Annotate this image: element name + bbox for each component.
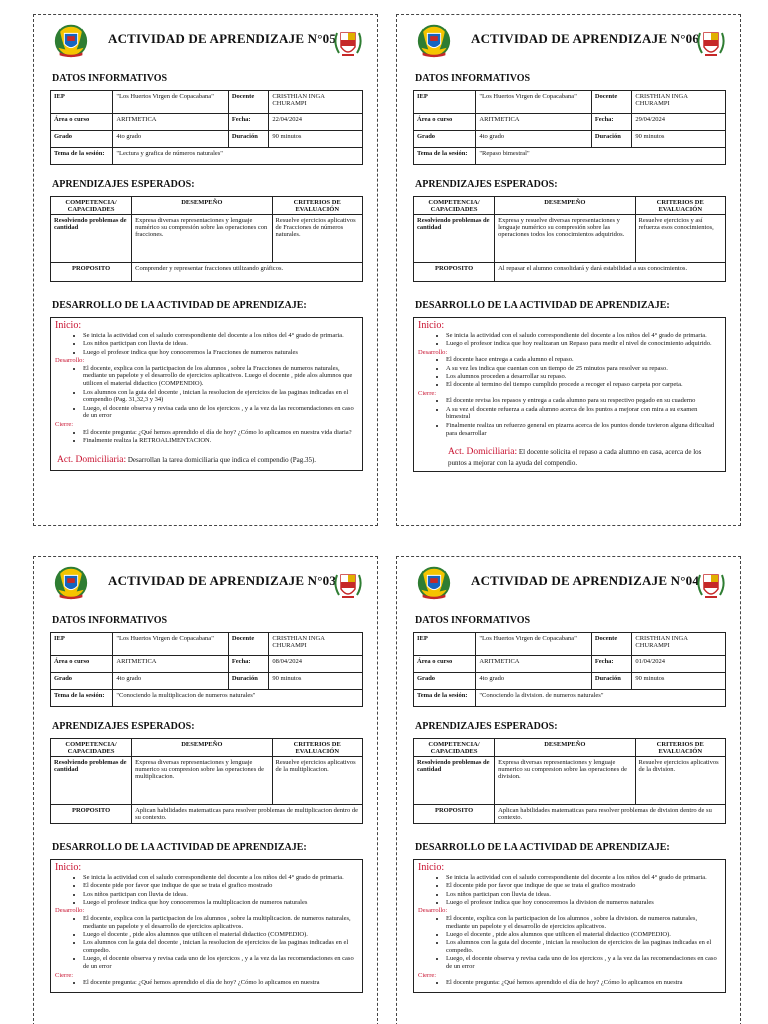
docente-value: CRISTHIAN INGA CHURAMPI <box>269 91 363 114</box>
desarrollo-item: • Luego, el docente observa y revisa cada uno de los ejercicos , y a la vez da las recomendaciones en caso de un error <box>83 405 358 421</box>
desarrollo-item: • Los alumnos proceden a desarrollar su repaso. <box>446 373 721 381</box>
inicio-label: Inicio: <box>418 862 445 873</box>
inicio-item: • Luego el profesor indica que hoy conoceremos la division de numeros naturales <box>446 899 721 907</box>
iep-value: "Los Huertos Virgen de Copacabana" <box>476 633 591 656</box>
fecha-label: Fecha: <box>591 656 632 673</box>
area-label: Área o curso <box>414 656 476 673</box>
datos-heading: DATOS INFORMATIVOS <box>52 615 168 626</box>
card-header <box>50 21 363 65</box>
area-value: ARITMETICA <box>476 656 591 673</box>
info-row-iep <box>414 91 726 114</box>
proposito-value: Aplican habilidades matematicas para resolver problemas de multiplicacion dentro de su contexto. <box>132 805 363 824</box>
competencia-value: Resolviendo problemas de cantidad <box>51 215 132 263</box>
duracion-value: 90 minutos <box>632 673 726 690</box>
domiciliaria-label: Act. Domiciliaria: <box>448 447 518 458</box>
cierre-item: • El docente pregunta: ¿Qué hemos aprendido el día de hoy? ¿Cómo lo aplicamos en nuestra vida diaria? <box>83 429 358 437</box>
inicio-item: • Se inicia la actividad con el saludo correspondiente del docente a los niños del 4° grado de primaria. <box>446 874 721 882</box>
fecha-label: Fecha: <box>228 656 269 673</box>
tema-label: Tema de la sesión: <box>51 148 113 165</box>
info-table <box>50 90 363 165</box>
aprendizajes-heading: APRENDIZAJES ESPERADOS: <box>415 179 558 190</box>
desempeno-value: Expresa y resuelve diversas representaciones y lenguaje numérico su compresión sobre las operaciones todos los conocimientos adquiridos. <box>495 215 635 263</box>
info-row-tema <box>414 148 726 165</box>
aprendizajes-header-row <box>51 197 363 215</box>
cierre-item: • A su vez el docente refuerza a cada alumno acerca de los puntos a mejorar con mira a su examen bimestral <box>446 406 721 422</box>
desarrollo-item: • El docente hace entrega a cada alumno el repaso. <box>446 356 721 364</box>
desarrollo-phase-label: Desarrollo: <box>418 348 448 356</box>
card-header <box>413 563 726 607</box>
peru-seal-icon <box>696 569 726 601</box>
desarrollo-phase-label: Desarrollo: <box>418 907 448 915</box>
card-header <box>413 21 726 65</box>
aprendizajes-row <box>414 215 726 263</box>
school-crest-icon <box>415 21 453 59</box>
proposito-value: Al repasar el alumno consolidará y dará estabilidad a sus conocimientos. <box>495 263 726 282</box>
docente-label: Docente <box>591 633 632 656</box>
proposito-label: PROPOSITO <box>414 263 495 282</box>
info-row-grado <box>51 131 363 148</box>
desarrollo-item: • Luego, el docente observa y revisa cada uno de los ejercicos , y a la vez da las recomendaciones en caso de un error <box>446 955 721 971</box>
desempeno-value: Expresa diversas representaciones y lenguaje numerico su compresion sobre las operaciones de multiplicacion. <box>132 757 272 805</box>
aprendizajes-row <box>51 757 363 805</box>
iep-value: "Los Huertos Virgen de Copacabana" <box>476 91 591 114</box>
card-title: ACTIVIDAD DE APRENDIZAJE N°03 <box>108 573 337 588</box>
inicio-item: • Los niños participan con lluvia de ideas. <box>446 891 721 899</box>
duracion-value: 90 minutos <box>269 131 363 148</box>
desarrollo-list <box>83 365 358 421</box>
cierre-list <box>83 429 358 445</box>
desempeno-header: DESEMPEÑO <box>132 739 272 757</box>
peru-seal-icon <box>696 27 726 59</box>
inicio-label: Inicio: <box>55 320 82 331</box>
info-row-area <box>414 114 726 131</box>
proposito-label: PROPOSITO <box>51 263 132 282</box>
fecha-value: 08/04/2024 <box>269 656 363 673</box>
domiciliaria-label: Act. Domiciliaria: <box>57 454 127 465</box>
info-row-tema <box>51 690 363 707</box>
proposito-row <box>51 263 363 282</box>
criterios-header: CRITERIOS DE EVALUACIÓN <box>272 739 363 757</box>
criterios-value: Resuelve ejercicios aplicativos de la division. <box>635 757 726 805</box>
activity-card-05 <box>33 14 378 526</box>
grado-label: Grado <box>51 673 113 690</box>
desarrollo-item: • El docente, explica con la participacion de los alumnos , sobre la division. de numeros naturales, mediante un papelote y el desarrollo de ejercicios aplicativos. <box>446 915 721 931</box>
iep-label: IEP <box>414 91 476 114</box>
area-value: ARITMETICA <box>476 114 591 131</box>
school-crest-icon <box>52 563 90 601</box>
grado-value: 4to grado <box>476 673 591 690</box>
cierre-item: • Finalmente realiza la RETROALIMENTACION. <box>83 437 358 445</box>
info-row-grado <box>414 131 726 148</box>
card-inner <box>34 15 377 477</box>
aprendizajes-table <box>50 196 363 282</box>
cierre-list <box>446 979 721 987</box>
cierre-item: • El docente pregunta: ¿Qué hemos aprendido el día de hoy? ¿Cómo lo aplicamos en nuestra <box>83 979 358 987</box>
fecha-label: Fecha: <box>591 114 632 131</box>
desarrollo-heading: DESARROLLO DE LA ACTIVIDAD DE APRENDIZAJE: <box>415 300 670 311</box>
duracion-value: 90 minutos <box>269 673 363 690</box>
proposito-value: Aplican habilidades matematicas para resolver problemas de division dentro de su contexto. <box>495 805 726 824</box>
tema-label: Tema de la sesión: <box>51 690 113 707</box>
cierre-list <box>83 979 358 987</box>
cierre-label: Cierre: <box>55 420 74 428</box>
grado-value: 4to grado <box>113 131 228 148</box>
datos-heading: DATOS INFORMATIVOS <box>415 615 531 626</box>
school-crest-icon <box>52 21 90 59</box>
area-label: Área o curso <box>51 114 113 131</box>
competencia-header: COMPETENCIA/ CAPACIDADES <box>51 739 132 757</box>
inicio-list <box>446 332 721 348</box>
domiciliaria <box>448 447 721 467</box>
competencia-header: COMPETENCIA/ CAPACIDADES <box>414 197 495 215</box>
activity-card-04 <box>396 556 741 1024</box>
desarrollo-item: • Luego el docente , pide alos alumnos que utilicen el material didactico (COMPEDIO). <box>83 931 358 939</box>
info-table <box>50 632 363 707</box>
card-inner <box>397 557 740 999</box>
duracion-label: Duración <box>228 131 269 148</box>
competencia-header: COMPETENCIA/ CAPACIDADES <box>414 739 495 757</box>
inicio-item: • Los niños participan con lluvia de ideas. <box>83 891 358 899</box>
cierre-list <box>446 397 721 437</box>
aprendizajes-table <box>50 738 363 824</box>
info-row-grado <box>51 673 363 690</box>
tema-value: "Conociendo la multiplicacion de numeros naturales" <box>113 690 363 707</box>
competencia-value: Resolviendo problemas de cantidad <box>414 757 495 805</box>
cierre-label: Cierre: <box>418 389 437 397</box>
iep-value: "Los Huertos Virgen de Copacabana" <box>113 633 228 656</box>
info-table <box>413 90 726 165</box>
info-row-iep <box>51 633 363 656</box>
desarrollo-item: • Luego el docente , pide alos alumnos que utilicen el material didactico (COMPEDIO). <box>446 931 721 939</box>
desempeno-value: Expresa diversas representaciones y lenguaje numerico su compresion sobre las operaciones de division. <box>495 757 635 805</box>
cierre-item: • Finalmente realiza un refuerzo general en pizarra acerca de los puntos donde tuvieron alguna dificultad para desarrollar <box>446 422 721 438</box>
tema-label: Tema de la sesión: <box>414 148 476 165</box>
competencia-value: Resolviendo problemas de cantidad <box>414 215 495 263</box>
desarrollo-item: • A su vez les indica que cuentan con un tiempo de 25 minutos para resolver su repaso. <box>446 365 721 373</box>
inicio-item: • Luego el profesor indica que hoy conoceremos la multiplicacion de numeros naturales <box>83 899 358 907</box>
desarrollo-phase-label: Desarrollo: <box>55 356 85 364</box>
card-title: ACTIVIDAD DE APRENDIZAJE N°05 <box>108 31 337 46</box>
desarrollo-list <box>83 915 358 971</box>
desarrollo-list <box>446 915 721 971</box>
criterios-value: Resuelve ejercicios aplicativos de la multiplicacion. <box>272 757 363 805</box>
desarrollo-phase-label: Desarrollo: <box>55 907 85 915</box>
proposito-row <box>51 805 363 824</box>
proposito-row <box>414 805 726 824</box>
area-value: ARITMETICA <box>113 114 228 131</box>
card-title: ACTIVIDAD DE APRENDIZAJE N°06 <box>471 31 700 46</box>
info-row-iep <box>51 91 363 114</box>
desarrollo-box <box>50 317 363 471</box>
desarrollo-item: • Los alumnos con la guia del docente , inician la resolucion de ejercicios de las paginas indicadas en el compendio (Pag. 31,32,3 y 34) <box>83 389 358 405</box>
criterios-header: CRITERIOS DE EVALUACIÓN <box>272 197 363 215</box>
docente-label: Docente <box>228 91 269 114</box>
info-row-tema <box>414 690 726 707</box>
grado-label: Grado <box>414 673 476 690</box>
criterios-header: CRITERIOS DE EVALUACIÓN <box>635 739 726 757</box>
aprendizajes-table <box>413 738 726 824</box>
tema-value: "Lectura y grafica de números naturales" <box>113 148 363 165</box>
info-table <box>413 632 726 707</box>
iep-label: IEP <box>51 91 113 114</box>
docente-value: CRISTHIAN INGA CHURAMPI <box>269 633 363 656</box>
desarrollo-heading: DESARROLLO DE LA ACTIVIDAD DE APRENDIZAJE: <box>415 842 670 853</box>
cierre-label: Cierre: <box>418 971 437 979</box>
desarrollo-item: • Luego, el docente observa y revisa cada uno de los ejercicos , y a la vez da las recomendaciones en caso de un error <box>83 955 358 971</box>
inicio-list <box>83 874 358 907</box>
desempeno-header: DESEMPEÑO <box>495 197 635 215</box>
aprendizajes-header-row <box>51 739 363 757</box>
grado-value: 4to grado <box>113 673 228 690</box>
duracion-label: Duración <box>591 131 632 148</box>
proposito-label: PROPOSITO <box>414 805 495 824</box>
desarrollo-item: • El docente al termino del tiempo cumplido procede a recoger el repaso carpeta por carpeta. <box>446 381 721 389</box>
docente-value: CRISTHIAN INGA CHURAMPI <box>632 633 726 656</box>
docente-label: Docente <box>228 633 269 656</box>
grado-label: Grado <box>414 131 476 148</box>
aprendizajes-row <box>414 757 726 805</box>
card-title: ACTIVIDAD DE APRENDIZAJE N°04 <box>471 573 700 588</box>
inicio-label: Inicio: <box>55 862 82 873</box>
inicio-label: Inicio: <box>418 320 445 331</box>
duracion-value: 90 minutos <box>632 131 726 148</box>
criterios-header: CRITERIOS DE EVALUACIÓN <box>635 197 726 215</box>
area-label: Área o curso <box>51 656 113 673</box>
desarrollo-item: • Los alumnos con la guia del docente , inician la resolucion de ejercicios de las paginas indicadas en el compedio. <box>446 939 721 955</box>
desempeno-header: DESEMPEÑO <box>132 197 272 215</box>
domiciliaria-value: Desarrollan la tarea domiciliaria que indica el compendio (Pag.35). <box>127 455 317 464</box>
datos-heading: DATOS INFORMATIVOS <box>415 73 531 84</box>
desempeno-value: Expresa diversas representaciones y lenguaje numérico su compresión sobre las operaciones con fracciones. <box>132 215 272 263</box>
desarrollo-item: • El docente, explica con la participacion de los alumnos , sobre la Fracciones de numeros naturales, mediante un papelote y el desarrollo de ejercicios aplicativos. Luego el docente , pide alos alumnos que utilicen el material didactico (COMPENDIO). <box>83 365 358 388</box>
inicio-item: • Se inicia la actividad con el saludo correspondiente del docente a los niños del 4° grado de primaria. <box>446 332 721 340</box>
iep-value: "Los Huertos Virgen de Copacabana" <box>113 91 228 114</box>
inicio-item: • Luego el profesor indica que hoy realizaran un Repaso para medir el nivel de conocimiento adquirido. <box>446 340 721 348</box>
datos-heading: DATOS INFORMATIVOS <box>52 73 168 84</box>
area-value: ARITMETICA <box>113 656 228 673</box>
iep-label: IEP <box>414 633 476 656</box>
iep-label: IEP <box>51 633 113 656</box>
inicio-item: • Luego el profesor indica que hoy conoceremos la Fracciones de numeros naturales <box>83 349 358 357</box>
info-row-area <box>51 114 363 131</box>
aprendizajes-heading: APRENDIZAJES ESPERADOS: <box>52 179 195 190</box>
info-row-area <box>51 656 363 673</box>
duracion-label: Duración <box>228 673 269 690</box>
proposito-value: Comprender y representar fracciones utilizando gráficos. <box>132 263 363 282</box>
desarrollo-box <box>413 317 726 472</box>
inicio-item: • El docente pide por favor que indique de que se trata el grafico mostrado <box>446 882 721 890</box>
desarrollo-heading: DESARROLLO DE LA ACTIVIDAD DE APRENDIZAJE: <box>52 300 307 311</box>
aprendizajes-heading: APRENDIZAJES ESPERADOS: <box>52 721 195 732</box>
tema-value: "Conociendo la division. de numeros naturales" <box>476 690 726 707</box>
info-row-grado <box>414 673 726 690</box>
criterios-value: Resuelve ejercicios aplicativos de Fracciones de números naturales. <box>272 215 363 263</box>
grado-label: Grado <box>51 131 113 148</box>
peru-seal-icon <box>333 27 363 59</box>
desarrollo-item: • El docente, explica con la participacion de los alumnos , sobre la multiplicacion. de numeros naturales, mediante un papelote y el desarrollo de ejercicios aplicativos. <box>83 915 358 931</box>
cierre-item: • El docente revisa los repasos y entrega a cada alumno para su respectivo pegado en su cuaderno <box>446 397 721 405</box>
tema-label: Tema de la sesión: <box>414 690 476 707</box>
info-row-iep <box>414 633 726 656</box>
aprendizajes-heading: APRENDIZAJES ESPERADOS: <box>415 721 558 732</box>
docente-label: Docente <box>591 91 632 114</box>
aprendizajes-row <box>51 215 363 263</box>
fecha-value: 01/04/2024 <box>632 656 726 673</box>
desarrollo-heading: DESARROLLO DE LA ACTIVIDAD DE APRENDIZAJE: <box>52 842 307 853</box>
proposito-row <box>414 263 726 282</box>
domiciliaria-value: El docente solicita el repaso a cada alumno en casa, acerca de los puntos a mejorar con la ayuda del compendio. <box>448 448 702 467</box>
aprendizajes-header-row <box>414 739 726 757</box>
criterios-value: Resuelve ejercicios y así refuerza esos conocimientos, <box>635 215 726 263</box>
inicio-item: • Los niños participan con lluvia de ideas. <box>83 340 358 348</box>
info-row-area <box>414 656 726 673</box>
area-label: Área o curso <box>414 114 476 131</box>
duracion-label: Duración <box>591 673 632 690</box>
inicio-item: • Se inicia la actividad con el saludo correspondiente del docente a los niños del 4° grado de primaria. <box>83 874 358 882</box>
card-header <box>50 563 363 607</box>
inicio-item: • Se inicia la actividad con el saludo correspondiente del docente a los niños del 4° grado de primaria. <box>83 332 358 340</box>
desarrollo-item: • Los alumnos con la guia del docente , inician la resolucion de ejercicios de las paginas indicadas en el compedio. <box>83 939 358 955</box>
peru-seal-icon <box>333 569 363 601</box>
fecha-value: 29/04/2024 <box>632 114 726 131</box>
desarrollo-box <box>413 859 726 993</box>
docente-value: CRISTHIAN INGA CHURAMPI <box>632 91 726 114</box>
aprendizajes-table <box>413 196 726 282</box>
card-inner <box>397 15 740 478</box>
cierre-item: • El docente pregunta: ¿Qué hemos aprendido el día de hoy? ¿Cómo lo aplicamos en nuestra <box>446 979 721 987</box>
card-inner <box>34 557 377 999</box>
competencia-header: COMPETENCIA/ CAPACIDADES <box>51 197 132 215</box>
fecha-label: Fecha: <box>228 114 269 131</box>
tema-value: "Repaso bimestral" <box>476 148 726 165</box>
inicio-item: • El docente pide por favor que indique de que se trata el grafico mostrado <box>83 882 358 890</box>
proposito-label: PROPOSITO <box>51 805 132 824</box>
aprendizajes-header-row <box>414 197 726 215</box>
info-row-tema <box>51 148 363 165</box>
domiciliaria <box>57 455 358 466</box>
inicio-list <box>446 874 721 907</box>
activity-card-06 <box>396 14 741 526</box>
activity-card-03 <box>33 556 378 1024</box>
desarrollo-box <box>50 859 363 993</box>
competencia-value: Resolviendo problemas de cantidad <box>51 757 132 805</box>
fecha-value: 22/04/2024 <box>269 114 363 131</box>
desempeno-header: DESEMPEÑO <box>495 739 635 757</box>
grado-value: 4to grado <box>476 131 591 148</box>
desarrollo-list <box>446 356 721 389</box>
cierre-label: Cierre: <box>55 971 74 979</box>
inicio-list <box>83 332 358 356</box>
school-crest-icon <box>415 563 453 601</box>
